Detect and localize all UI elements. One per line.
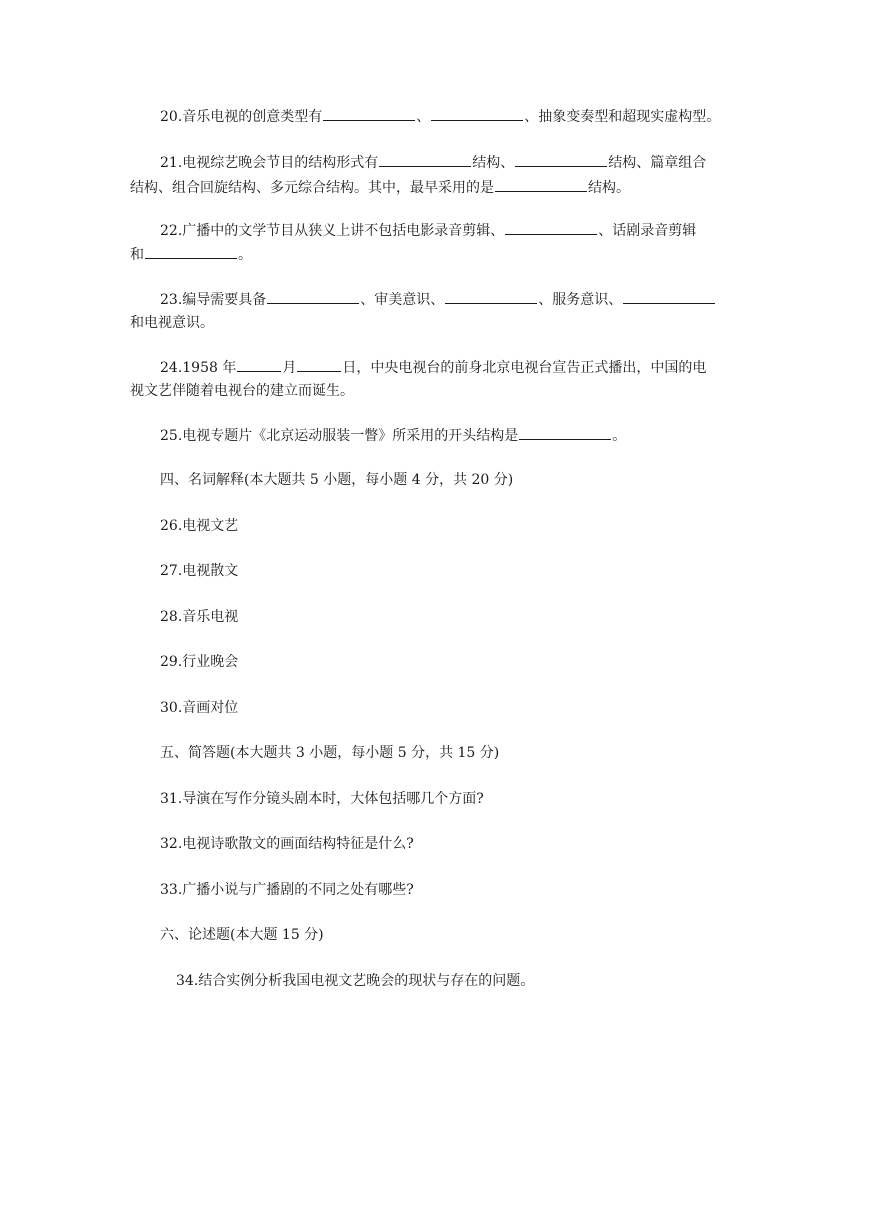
q22-text-b: 、话剧录音剪辑 xyxy=(598,223,697,239)
question-28: 28.音乐电视 xyxy=(160,609,239,625)
q25-blank-1[interactable] xyxy=(519,427,611,440)
q21-text-a: 21.电视综艺晚会节目的结构形式有 xyxy=(160,155,379,171)
question-22-line-1 xyxy=(160,222,770,239)
question-31: 31.导演在写作分镜头剧本时，大体包括哪几个方面? xyxy=(160,791,484,807)
question-27: 27.电视散文 xyxy=(160,563,239,579)
q23-blank-1[interactable] xyxy=(267,291,359,304)
question-33: 33.广播小说与广播剧的不同之处有哪些? xyxy=(160,882,414,898)
q23-text-b: 、审美意识、 xyxy=(360,292,445,308)
question-24-line-2 xyxy=(130,383,740,399)
section-5-heading: 五、简答题(本大题共 3 小题，每小题 5 分，共 15 分) xyxy=(160,745,500,761)
question-23-line-1 xyxy=(160,291,770,308)
q22-text-a: 22.广播中的文学节目从狭义上讲不包括电影录音剪辑、 xyxy=(160,223,505,239)
question-24-line-1 xyxy=(160,359,770,376)
q23-text-d: 和电视意识。 xyxy=(130,315,214,331)
q20-blank-1[interactable] xyxy=(323,108,415,121)
q23-blank-3[interactable] xyxy=(623,291,715,304)
q24-text-d: 视文艺伴随着电视台的建立而诞生。 xyxy=(130,383,354,399)
q20-blank-2[interactable] xyxy=(431,108,523,121)
q25-text-b: 。 xyxy=(612,428,627,444)
question-26: 26.电视文艺 xyxy=(160,518,239,534)
q24-text-c: 日，中央电视台的前身北京电视台宣告正式播出，中国的电 xyxy=(342,360,707,376)
q25-text-a: 25.电视专题片《北京运动服装一瞥》所采用的开头结构是 xyxy=(160,428,519,444)
q20-text-b: 、 xyxy=(416,109,431,125)
q21-text-c: 结构、篇章组合 xyxy=(608,155,707,171)
question-34: 34.结合实例分析我国电视文艺晚会的现状与存在的问题。 xyxy=(176,973,535,989)
q21-text-e: 结构。 xyxy=(588,180,630,196)
q20-text-a: 20.音乐电视的创意类型有 xyxy=(160,109,323,125)
q21-blank-1[interactable] xyxy=(379,154,471,167)
question-23-line-2 xyxy=(130,315,740,331)
section-6-heading: 六、论述题(本大题 15 分) xyxy=(160,927,324,943)
q24-blank-month[interactable] xyxy=(237,359,281,372)
q22-text-c: 和 xyxy=(130,247,144,263)
section-4-heading: 四、名词解释(本大题共 5 小题，每小题 4 分，共 20 分) xyxy=(160,472,514,488)
question-20 xyxy=(160,108,770,125)
q22-blank-1[interactable] xyxy=(505,222,597,235)
q22-blank-2[interactable] xyxy=(145,246,237,259)
question-22-line-2 xyxy=(130,246,740,263)
question-21-line-1 xyxy=(160,154,770,171)
question-25 xyxy=(160,427,770,444)
q23-text-c: 、服务意识、 xyxy=(538,292,623,308)
question-32: 32.电视诗歌散文的画面结构特征是什么? xyxy=(160,836,414,852)
q24-blank-day[interactable] xyxy=(297,359,341,372)
q22-text-d: 。 xyxy=(238,247,252,263)
q20-text-c: 、抽象变奏型和超现实虚构型。 xyxy=(524,109,721,125)
q21-text-b: 结构、 xyxy=(472,155,515,171)
question-21-line-2 xyxy=(130,179,740,196)
q24-text-b: 月 xyxy=(282,360,297,376)
question-29: 29.行业晚会 xyxy=(160,654,239,670)
q21-blank-2[interactable] xyxy=(515,154,607,167)
q23-blank-2[interactable] xyxy=(445,291,537,304)
q24-text-a: 24.1958 年 xyxy=(160,360,237,376)
q21-blank-3[interactable] xyxy=(495,179,587,192)
question-30: 30.音画对位 xyxy=(160,700,239,716)
q23-text-a: 23.编导需要具备 xyxy=(160,292,267,308)
q21-text-d: 结构、组合回旋结构、多元综合结构。其中，最早采用的是 xyxy=(130,180,494,196)
